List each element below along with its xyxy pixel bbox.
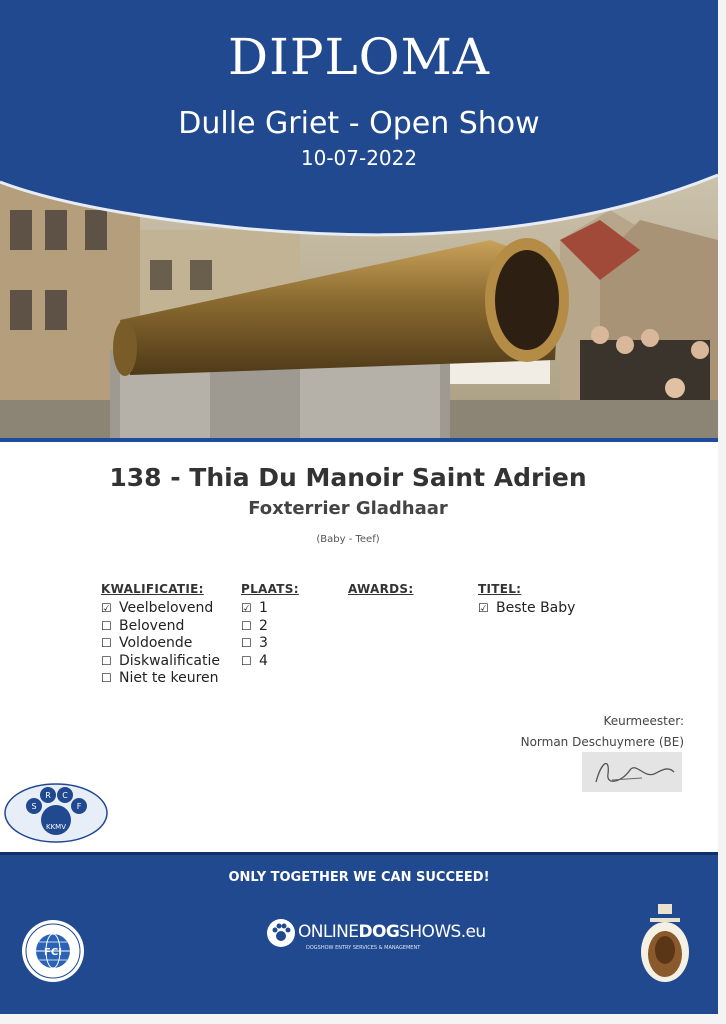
fci-text: FCI bbox=[44, 947, 62, 958]
option-label: Veelbelovend bbox=[119, 600, 214, 616]
logo-letter: C bbox=[62, 791, 68, 800]
fci-logo bbox=[20, 918, 86, 984]
show-date: 10-07-2022 bbox=[300, 146, 418, 170]
logo-letter: R bbox=[45, 791, 51, 800]
footer-banner bbox=[0, 852, 718, 1014]
footer-slogan: ONLY TOGETHER WE CAN SUCCEED! bbox=[228, 870, 490, 885]
plaats-heading: PLAATS: bbox=[241, 582, 299, 596]
checkbox-icon: ☐ bbox=[241, 653, 252, 668]
judge-name: Norman Deschuymere (BE) bbox=[520, 735, 684, 749]
ods-tagline: DOGSHOW ENTRY SERVICES & MANAGEMENT bbox=[306, 945, 421, 951]
judge-label: Keurmeester: bbox=[603, 714, 684, 728]
onlinedogshows-logo bbox=[266, 914, 486, 960]
dog-breed: Foxterrier Gladhaar bbox=[248, 498, 448, 519]
kkmv-crest-logo bbox=[636, 902, 694, 986]
checkbox-icon: ☐ bbox=[101, 636, 112, 650]
photo-divider bbox=[0, 438, 718, 442]
checkbox-icon: ☐ bbox=[101, 618, 112, 633]
kwalificatie-option bbox=[101, 635, 220, 653]
option-label: 2 bbox=[259, 617, 268, 634]
plaats-option bbox=[241, 635, 299, 653]
option-label: 4 bbox=[259, 652, 268, 669]
page-edge-bottom bbox=[0, 1014, 726, 1024]
judge-signature bbox=[582, 752, 682, 792]
diploma-title: DIPLOMA bbox=[228, 28, 490, 86]
paw-icon bbox=[266, 918, 296, 948]
titel-column bbox=[478, 582, 575, 618]
dog-class: (Baby - Teef) bbox=[316, 534, 380, 545]
plaats-column bbox=[241, 582, 299, 670]
option-label: Beste Baby bbox=[496, 600, 576, 616]
kwalificatie-option bbox=[101, 600, 220, 618]
kwalificatie-option bbox=[101, 653, 220, 671]
show-name: Dulle Griet - Open Show bbox=[178, 106, 540, 141]
logo-caption: KKMV bbox=[45, 823, 67, 831]
option-label: 1 bbox=[259, 600, 268, 616]
kwalificatie-option bbox=[101, 618, 220, 636]
checkbox-icon: ☑ bbox=[101, 601, 112, 615]
checkbox-icon: ☐ bbox=[101, 653, 112, 668]
option-label: Diskwalificatie bbox=[119, 652, 220, 669]
titel-heading: TITEL: bbox=[478, 582, 522, 596]
logo-letter: F bbox=[76, 802, 82, 811]
page-edge-right bbox=[718, 0, 726, 1024]
checkbox-icon: ☑ bbox=[478, 601, 489, 615]
footer-top-line bbox=[0, 852, 718, 855]
option-label: Niet te keuren bbox=[119, 670, 219, 686]
checkbox-icon: ☐ bbox=[101, 671, 112, 685]
checkbox-icon: ☑ bbox=[241, 601, 252, 615]
kwalificatie-heading: KWALIFICATIE: bbox=[101, 582, 204, 596]
ods-brand bbox=[298, 922, 486, 942]
ods-dog: DOG bbox=[358, 922, 400, 942]
awards-column bbox=[348, 582, 413, 600]
kwalificatie-column bbox=[101, 582, 220, 688]
titel-option bbox=[478, 600, 575, 618]
srcf-kkmv-logo bbox=[3, 782, 109, 844]
option-label: 3 bbox=[259, 635, 268, 651]
option-label: Voldoende bbox=[119, 635, 193, 651]
checkbox-icon: ☐ bbox=[241, 636, 252, 650]
ods-online: ONLINE bbox=[298, 922, 359, 942]
checkbox-icon: ☐ bbox=[241, 618, 252, 633]
plaats-option bbox=[241, 653, 299, 671]
kwalificatie-option bbox=[101, 670, 220, 688]
plaats-option bbox=[241, 618, 299, 636]
dog-name: 138 - Thia Du Manoir Saint Adrien bbox=[109, 463, 587, 492]
ods-shows: SHOWS.eu bbox=[399, 922, 486, 942]
logo-letter: S bbox=[31, 802, 37, 811]
option-label: Belovend bbox=[119, 617, 185, 634]
awards-heading: AWARDS: bbox=[348, 582, 414, 596]
plaats-option bbox=[241, 600, 299, 618]
